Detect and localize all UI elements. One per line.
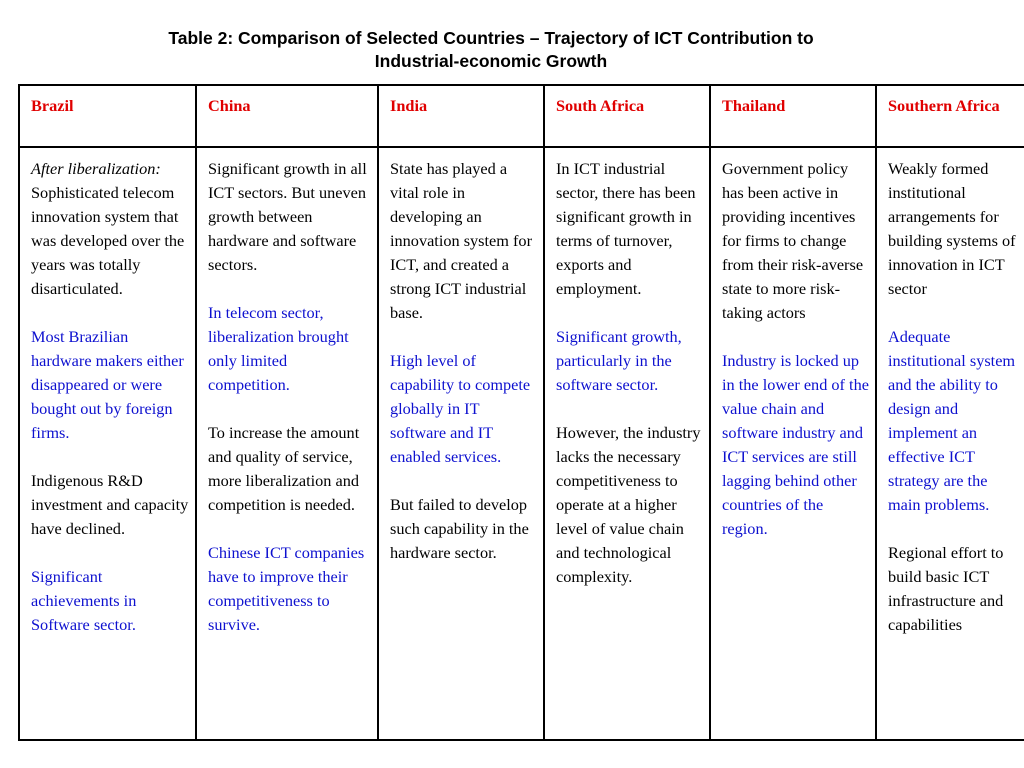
- china-paragraph-2: In telecom sector, liberalization brought only limited competition.: [208, 303, 349, 394]
- india-paragraph-3: But failed to develop such capability in the hardware sector.: [390, 495, 529, 562]
- cell-brazil: [19, 147, 196, 740]
- thailand-paragraph-1: Government policy has been active in providing incentives for firms to change from their risk-averse state to more risk-taking actors: [722, 159, 864, 322]
- southern-africa-paragraph-1: Weakly formed institutional arrangements for building systems of innovation in ICT sector: [888, 159, 1016, 298]
- table-header-row: [19, 85, 1024, 147]
- brazil-italic-lead: After liberalization:: [31, 159, 161, 178]
- cell-china: [196, 147, 378, 740]
- south-africa-paragraph-1: In ICT industrial sector, there has been significant growth in terms of turnover, exports and employment.: [556, 159, 696, 298]
- cell-south-africa: [544, 147, 710, 740]
- table-caption-line-2: Industrial-economic Growth: [374, 51, 608, 71]
- column-header-brazil: Brazil: [19, 85, 196, 147]
- column-header-india: India: [378, 85, 544, 147]
- china-paragraph-1: Significant growth in all ICT sectors. But uneven growth between hardware and software sectors.: [208, 159, 367, 274]
- south-africa-paragraph-2: Significant growth, particularly in the software sector.: [556, 327, 682, 394]
- table-caption-line-1: Table 2: Comparison of Selected Countries – Trajectory of ICT Contribution to: [168, 28, 814, 48]
- column-header-southern-africa: Southern Africa: [876, 85, 1024, 147]
- cell-southern-africa: [876, 147, 1024, 740]
- brazil-paragraph-1: [31, 157, 191, 301]
- cell-thailand: [710, 147, 876, 740]
- table-caption: [0, 27, 982, 73]
- brazil-paragraph-2: Most Brazilian hardware makers either disappeared or were bought out by foreign firms.: [31, 327, 184, 442]
- southern-africa-paragraph-2: Adequate institutional system and the ability to design and implement an effective ICT strategy are the main problems.: [888, 327, 1016, 514]
- india-paragraph-1: State has played a vital role in developing an innovation system for ICT, and created a strong ICT industrial base.: [390, 159, 532, 322]
- column-header-china: China: [196, 85, 378, 147]
- brazil-paragraph-4: Significant achievements in Software sector.: [31, 567, 137, 634]
- india-paragraph-2: High level of capability to compete globally in IT software and IT enabled services.: [390, 351, 531, 466]
- column-header-thailand: Thailand: [710, 85, 876, 147]
- table-row: [19, 147, 1024, 740]
- brazil-paragraph-3: Indigenous R&D investment and capacity have declined.: [31, 471, 189, 538]
- china-paragraph-4: Chinese ICT companies have to improve their competitiveness to survive.: [208, 543, 365, 634]
- south-africa-paragraph-3: However, the industry lacks the necessary competitiveness to operate at a higher level of value chain and technological complexity.: [556, 423, 701, 586]
- cell-india: [378, 147, 544, 740]
- southern-africa-paragraph-3: Regional effort to build basic ICT infrastructure and capabilities: [888, 543, 1004, 634]
- thailand-paragraph-2: Industry is locked up in the lower end of the value chain and software industry and ICT services are still lagging behind other countries of the region.: [722, 351, 869, 538]
- china-paragraph-3: To increase the amount and quality of service, more liberalization and competition is needed.: [208, 423, 360, 514]
- brazil-paragraph-1-text: Sophisticated telecom innovation system that was developed over the years was totally disarticulated.: [31, 183, 185, 298]
- column-header-south-africa: South Africa: [544, 85, 710, 147]
- comparison-table: [18, 84, 1024, 741]
